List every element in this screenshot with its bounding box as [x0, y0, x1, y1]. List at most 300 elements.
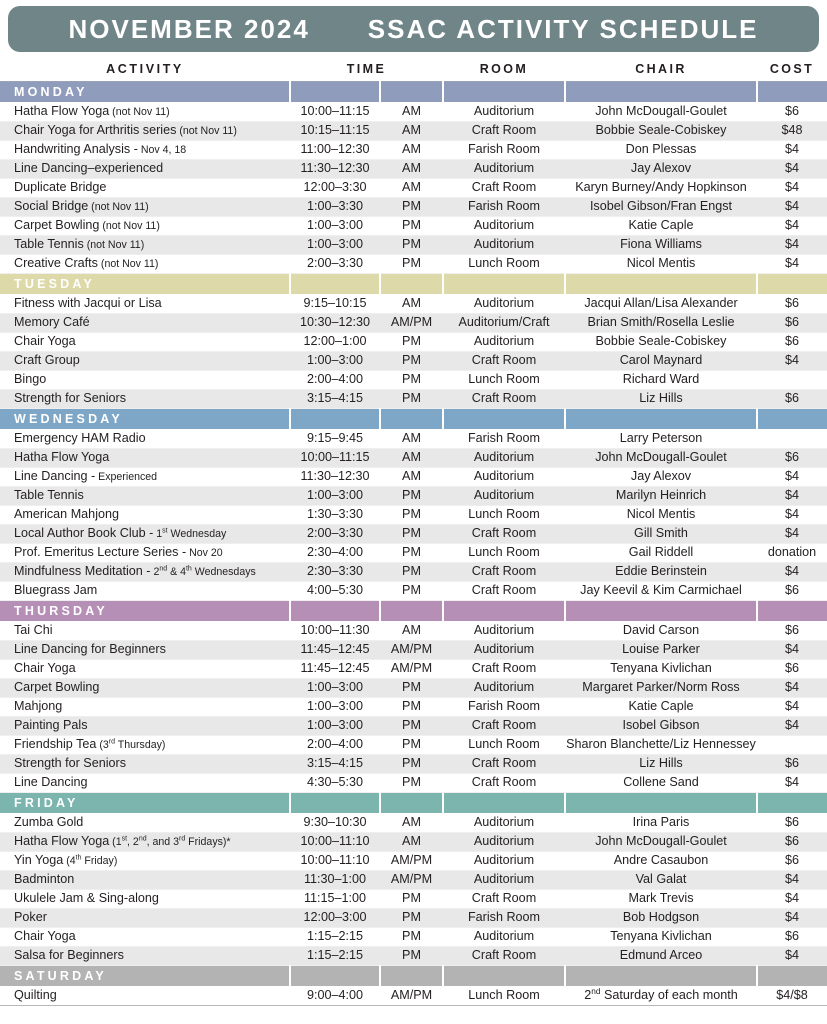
activity-row	[0, 890, 827, 909]
activity-name: Creative Crafts	[14, 255, 98, 270]
cell-ampm: PM	[380, 928, 443, 947]
activity-row	[0, 525, 827, 544]
cell-cost: $6	[757, 390, 827, 409]
cell-cost: $4	[757, 890, 827, 909]
cell-room: Auditorium	[443, 487, 565, 506]
cell-chair: Don Plessas	[565, 141, 757, 160]
cell-chair: Karyn Burney/Andy Hopkinson	[565, 179, 757, 198]
cell-chair: Nicol Mentis	[565, 255, 757, 274]
page-title: SSAC ACTIVITY SCHEDULE	[367, 13, 759, 44]
activity-name: Hatha Flow Yoga	[14, 449, 110, 464]
cell-time: 1:00–3:00	[290, 352, 380, 371]
cell-room: Farish Room	[443, 141, 565, 160]
cell-cost: $6	[757, 449, 827, 468]
cell-time: 11:30–12:30	[290, 468, 380, 487]
cell-time: 1:15–2:15	[290, 947, 380, 966]
column-header-activity: ACTIVITY	[0, 58, 290, 82]
cell-chair: Andre Casaubon	[565, 852, 757, 871]
day-header-row	[0, 601, 827, 622]
cell-cost: $4	[757, 717, 827, 736]
activity-row	[0, 506, 827, 525]
cell-ampm: AM	[380, 160, 443, 179]
cell-room: Lunch Room	[443, 736, 565, 755]
activity-name: Line Dancing	[14, 774, 88, 789]
activity-row	[0, 698, 827, 717]
cell-chair: Nicol Mentis	[565, 506, 757, 525]
cell-ampm: PM	[380, 198, 443, 217]
cell-chair: Liz Hills	[565, 755, 757, 774]
cell-chair: Irina Paris	[565, 814, 757, 833]
cell-cost: $4	[757, 217, 827, 236]
cell-chair: Tenyana Kivlichan	[565, 660, 757, 679]
activity-note: (3rd Thursday)	[96, 738, 166, 751]
cell-chair: John McDougall-Goulet	[565, 103, 757, 122]
day-name-thursday: THURSDAY	[0, 601, 290, 622]
activity-name: Craft Group	[14, 352, 80, 367]
cell-chair: Larry Peterson	[565, 430, 757, 449]
cell-room: Farish Room	[443, 430, 565, 449]
cell-room: Auditorium	[443, 217, 565, 236]
cell-chair: 2nd Saturday of each month	[565, 987, 757, 1006]
cell-room: Lunch Room	[443, 506, 565, 525]
cell-cost: $6	[757, 833, 827, 852]
cell-cost: $6	[757, 622, 827, 641]
cell-ampm: PM	[380, 563, 443, 582]
cell-cost: $4	[757, 563, 827, 582]
cell-cost: $4	[757, 679, 827, 698]
day-header-cell	[290, 966, 380, 987]
cell-ampm: AM	[380, 141, 443, 160]
day-header-row	[0, 82, 827, 103]
activity-note: Nov 4, 18	[137, 143, 187, 156]
cell-ampm: AM/PM	[380, 852, 443, 871]
day-header-cell	[380, 82, 443, 103]
cell-room: Auditorium	[443, 333, 565, 352]
activity-note: (not Nov 11)	[83, 238, 145, 251]
cell-activity	[0, 717, 290, 736]
cell-activity	[0, 622, 290, 641]
cell-chair: Louise Parker	[565, 641, 757, 660]
cell-activity	[0, 871, 290, 890]
day-header-cell	[380, 274, 443, 295]
cell-time: 11:45–12:45	[290, 660, 380, 679]
cell-activity	[0, 563, 290, 582]
cell-cost: $4/$8	[757, 987, 827, 1006]
day-header-cell	[290, 82, 380, 103]
cell-chair: Marilyn Heinrich	[565, 487, 757, 506]
day-header-cell	[290, 409, 380, 430]
cell-activity	[0, 255, 290, 274]
cell-ampm: AM	[380, 430, 443, 449]
cell-chair: Gail Riddell	[565, 544, 757, 563]
activity-name: Bingo	[14, 371, 47, 386]
cell-time: 11:30–12:30	[290, 160, 380, 179]
cell-ampm: AM	[380, 295, 443, 314]
day-header-cell	[565, 409, 757, 430]
cell-activity	[0, 506, 290, 525]
day-header-cell	[757, 274, 827, 295]
activity-name: Hatha Flow Yoga	[14, 103, 110, 118]
schedule-page	[0, 6, 827, 1024]
cell-time: 2:00–3:30	[290, 255, 380, 274]
activity-row	[0, 160, 827, 179]
day-header-row	[0, 274, 827, 295]
cell-room: Auditorium/Craft	[443, 314, 565, 333]
cell-room: Auditorium	[443, 641, 565, 660]
cell-room: Auditorium	[443, 236, 565, 255]
activity-name: Friendship Tea	[14, 736, 97, 751]
table-head	[0, 58, 827, 82]
cell-ampm: AM	[380, 622, 443, 641]
cell-time: 12:00–3:30	[290, 179, 380, 198]
day-name-wednesday: WEDNESDAY	[0, 409, 290, 430]
activity-note: (4th Friday)	[63, 854, 118, 867]
activity-name: Line Dancing -	[14, 468, 96, 483]
column-header-cost: COST	[757, 58, 827, 82]
cell-room: Auditorium	[443, 295, 565, 314]
cell-activity	[0, 947, 290, 966]
cell-time: 12:00–1:00	[290, 333, 380, 352]
activity-row	[0, 487, 827, 506]
cell-cost: $4	[757, 698, 827, 717]
cell-time: 4:30–5:30	[290, 774, 380, 793]
cell-cost	[757, 371, 827, 390]
cell-room: Craft Room	[443, 352, 565, 371]
activity-name: American Mahjong	[14, 506, 119, 521]
cell-activity	[0, 122, 290, 141]
cell-ampm: PM	[380, 333, 443, 352]
activity-name: Quilting	[14, 987, 57, 1002]
day-header-cell	[380, 793, 443, 814]
cell-time: 11:00–12:30	[290, 141, 380, 160]
activity-name: Local Author Book Club -	[14, 525, 154, 540]
activity-name: Chair Yoga	[14, 928, 76, 943]
cell-cost: $4	[757, 909, 827, 928]
activity-row	[0, 217, 827, 236]
activity-row	[0, 468, 827, 487]
cell-time: 4:00–5:30	[290, 582, 380, 601]
activity-name: Social Bridge	[14, 198, 89, 213]
cell-time: 10:00–11:30	[290, 622, 380, 641]
cell-room: Craft Room	[443, 122, 565, 141]
cell-time: 2:30–3:30	[290, 563, 380, 582]
activity-name: Memory Café	[14, 314, 90, 329]
cell-time: 1:30–3:30	[290, 506, 380, 525]
cell-chair: Edmund Arceo	[565, 947, 757, 966]
column-header-chair: CHAIR	[565, 58, 757, 82]
activity-row	[0, 660, 827, 679]
cell-chair: Isobel Gibson/Fran Engst	[565, 198, 757, 217]
day-header-row	[0, 966, 827, 987]
cell-activity	[0, 987, 290, 1006]
cell-cost: $6	[757, 660, 827, 679]
cell-time: 3:15–4:15	[290, 755, 380, 774]
day-header-cell	[565, 601, 757, 622]
activity-row	[0, 430, 827, 449]
day-header-cell	[565, 966, 757, 987]
title-bar	[8, 6, 819, 52]
activity-name: Strength for Seniors	[14, 755, 127, 770]
cell-time: 10:00–11:10	[290, 852, 380, 871]
cell-chair: Gill Smith	[565, 525, 757, 544]
day-name-tuesday: TUESDAY	[0, 274, 290, 295]
cell-cost: $4	[757, 871, 827, 890]
cell-ampm: PM	[380, 717, 443, 736]
activity-row	[0, 255, 827, 274]
month-title: NOVEMBER 2024	[68, 13, 310, 44]
cell-chair: Bobbie Seale-Cobiskey	[565, 333, 757, 352]
cell-ampm: PM	[380, 371, 443, 390]
cell-time: 10:00–11:15	[290, 449, 380, 468]
activity-note: (not Nov 11)	[109, 105, 170, 118]
cell-activity	[0, 544, 290, 563]
day-header-cell	[443, 409, 565, 430]
cell-activity	[0, 890, 290, 909]
cell-time: 2:00–3:30	[290, 525, 380, 544]
cell-cost	[757, 430, 827, 449]
cell-ampm: AM	[380, 122, 443, 141]
cell-time: 1:00–3:00	[290, 487, 380, 506]
activity-row	[0, 774, 827, 793]
cell-activity	[0, 852, 290, 871]
cell-cost: $4	[757, 487, 827, 506]
activity-row	[0, 622, 827, 641]
cell-room: Craft Room	[443, 660, 565, 679]
cell-room: Auditorium	[443, 833, 565, 852]
activity-name: Prof. Emeritus Lecture Series -	[14, 544, 187, 559]
day-header-cell	[757, 966, 827, 987]
day-header-cell	[443, 793, 565, 814]
cell-ampm: PM	[380, 236, 443, 255]
cell-chair: Bob Hodgson	[565, 909, 757, 928]
cell-room: Lunch Room	[443, 371, 565, 390]
activity-row	[0, 544, 827, 563]
cell-cost: $4	[757, 525, 827, 544]
activity-row	[0, 679, 827, 698]
cell-cost: $4	[757, 236, 827, 255]
cell-chair: Brian Smith/Rosella Leslie	[565, 314, 757, 333]
activity-name: Badminton	[14, 871, 75, 886]
day-header-cell	[757, 409, 827, 430]
cell-cost: $6	[757, 755, 827, 774]
cell-room: Farish Room	[443, 909, 565, 928]
activity-note: 2nd & 4th Wednesdays	[150, 565, 256, 578]
cell-room: Auditorium	[443, 852, 565, 871]
cell-cost: $6	[757, 314, 827, 333]
activity-name: Chair Yoga	[14, 660, 76, 675]
cell-time: 10:30–12:30	[290, 314, 380, 333]
cell-ampm: AM	[380, 449, 443, 468]
activity-row	[0, 947, 827, 966]
cell-cost: $6	[757, 852, 827, 871]
day-header-cell	[380, 601, 443, 622]
cell-room: Auditorium	[443, 468, 565, 487]
activity-name: Yin Yoga	[14, 852, 64, 867]
cell-ampm: PM	[380, 698, 443, 717]
cell-time: 1:00–3:00	[290, 698, 380, 717]
cell-activity	[0, 430, 290, 449]
activity-note: 1st Wednesday	[153, 527, 227, 540]
cell-chair: Fiona Williams	[565, 236, 757, 255]
activity-name: Strength for Seniors	[14, 390, 127, 405]
cell-activity	[0, 352, 290, 371]
cell-activity	[0, 774, 290, 793]
activity-name: Poker	[14, 909, 47, 924]
cell-chair: Margaret Parker/Norm Ross	[565, 679, 757, 698]
activity-name: Table Tennis	[14, 236, 84, 251]
cell-ampm: AM	[380, 814, 443, 833]
cell-time: 9:30–10:30	[290, 814, 380, 833]
cell-activity	[0, 314, 290, 333]
cell-time: 10:15–11:15	[290, 122, 380, 141]
cell-chair: Collene Sand	[565, 774, 757, 793]
activity-row	[0, 371, 827, 390]
cell-chair: Jay Keevil & Kim Carmichael	[565, 582, 757, 601]
cell-cost: donation	[757, 544, 827, 563]
cell-room: Craft Room	[443, 774, 565, 793]
activity-note: (not Nov 11)	[88, 200, 149, 213]
activity-schedule-table	[0, 58, 827, 1006]
activity-row	[0, 295, 827, 314]
activity-row	[0, 122, 827, 141]
cell-ampm: AM	[380, 468, 443, 487]
cell-room: Auditorium	[443, 449, 565, 468]
activity-row	[0, 333, 827, 352]
cell-chair: Isobel Gibson	[565, 717, 757, 736]
day-header-cell	[290, 793, 380, 814]
day-header-cell	[565, 82, 757, 103]
cell-room: Farish Room	[443, 698, 565, 717]
activity-row	[0, 641, 827, 660]
cell-activity	[0, 814, 290, 833]
cell-time: 9:00–4:00	[290, 987, 380, 1006]
cell-room: Auditorium	[443, 928, 565, 947]
day-header-cell	[443, 601, 565, 622]
table-body	[0, 82, 827, 1006]
cell-chair: Katie Caple	[565, 217, 757, 236]
cell-ampm: PM	[380, 755, 443, 774]
cell-time: 1:00–3:30	[290, 198, 380, 217]
cell-room: Craft Room	[443, 582, 565, 601]
column-header-room: ROOM	[443, 58, 565, 82]
activity-name: Line Dancing–experienced	[14, 160, 164, 175]
cell-ampm: PM	[380, 909, 443, 928]
cell-room: Craft Room	[443, 525, 565, 544]
cell-activity	[0, 236, 290, 255]
cell-ampm: PM	[380, 255, 443, 274]
day-header-cell	[380, 966, 443, 987]
cell-cost: $4	[757, 198, 827, 217]
cell-time: 3:15–4:15	[290, 390, 380, 409]
cell-room: Craft Room	[443, 947, 565, 966]
activity-row	[0, 563, 827, 582]
activity-note: (not Nov 11)	[99, 219, 160, 232]
activity-note: (not Nov 11)	[176, 124, 237, 137]
cell-time: 1:00–3:00	[290, 236, 380, 255]
cell-ampm: AM	[380, 103, 443, 122]
activity-row	[0, 449, 827, 468]
cell-cost: $6	[757, 814, 827, 833]
activity-name: Ukulele Jam & Sing-along	[14, 890, 159, 905]
cell-activity	[0, 103, 290, 122]
cell-room: Craft Room	[443, 755, 565, 774]
cell-activity	[0, 371, 290, 390]
cell-activity	[0, 390, 290, 409]
cell-time: 9:15–10:15	[290, 295, 380, 314]
cell-ampm: PM	[380, 390, 443, 409]
cell-time: 2:00–4:00	[290, 736, 380, 755]
cell-cost: $6	[757, 582, 827, 601]
cell-activity	[0, 449, 290, 468]
cell-ampm: PM	[380, 679, 443, 698]
cell-activity	[0, 333, 290, 352]
cell-activity	[0, 198, 290, 217]
cell-ampm: AM/PM	[380, 987, 443, 1006]
activity-name: Fitness with Jacqui or Lisa	[14, 295, 162, 310]
activity-row	[0, 755, 827, 774]
day-header-cell	[443, 82, 565, 103]
cell-activity	[0, 679, 290, 698]
cell-cost: $48	[757, 122, 827, 141]
activity-note: (not Nov 11)	[97, 257, 159, 270]
cell-chair: Jay Alexov	[565, 160, 757, 179]
activity-name: Painting Pals	[14, 717, 88, 732]
cell-ampm: PM	[380, 487, 443, 506]
activity-row	[0, 352, 827, 371]
activity-note: (1st, 2nd, and 3rd Fridays)*	[109, 835, 231, 848]
activity-row	[0, 314, 827, 333]
activity-name: Emergency HAM Radio	[14, 430, 146, 445]
activity-row	[0, 833, 827, 852]
cell-chair: Val Galat	[565, 871, 757, 890]
cell-chair: Sharon Blanchette/Liz Hennessey	[565, 736, 757, 755]
cell-room: Craft Room	[443, 563, 565, 582]
cell-cost: $6	[757, 333, 827, 352]
day-header-cell	[565, 274, 757, 295]
cell-ampm: AM	[380, 833, 443, 852]
activity-row	[0, 814, 827, 833]
activity-name: Line Dancing for Beginners	[14, 641, 166, 656]
activity-row	[0, 717, 827, 736]
activity-row	[0, 909, 827, 928]
cell-room: Lunch Room	[443, 255, 565, 274]
activity-row	[0, 141, 827, 160]
cell-chair: Bobbie Seale-Cobiskey	[565, 122, 757, 141]
day-header-cell	[380, 409, 443, 430]
activity-name: Tai Chi	[14, 622, 53, 637]
activity-name: Handwriting Analysis -	[14, 141, 138, 156]
cell-ampm: PM	[380, 947, 443, 966]
cell-ampm: AM	[380, 179, 443, 198]
activity-name: Duplicate Bridge	[14, 179, 107, 194]
cell-room: Craft Room	[443, 717, 565, 736]
activity-name: Carpet Bowling	[14, 217, 100, 232]
cell-room: Craft Room	[443, 390, 565, 409]
cell-activity	[0, 179, 290, 198]
cell-time: 1:00–3:00	[290, 217, 380, 236]
cell-activity	[0, 141, 290, 160]
cell-room: Auditorium	[443, 871, 565, 890]
cell-cost: $6	[757, 928, 827, 947]
cell-cost	[757, 736, 827, 755]
cell-time: 1:00–3:00	[290, 717, 380, 736]
day-header-cell	[565, 793, 757, 814]
cell-cost: $6	[757, 295, 827, 314]
cell-cost: $4	[757, 506, 827, 525]
cell-activity	[0, 487, 290, 506]
activity-row	[0, 736, 827, 755]
cell-chair: David Carson	[565, 622, 757, 641]
